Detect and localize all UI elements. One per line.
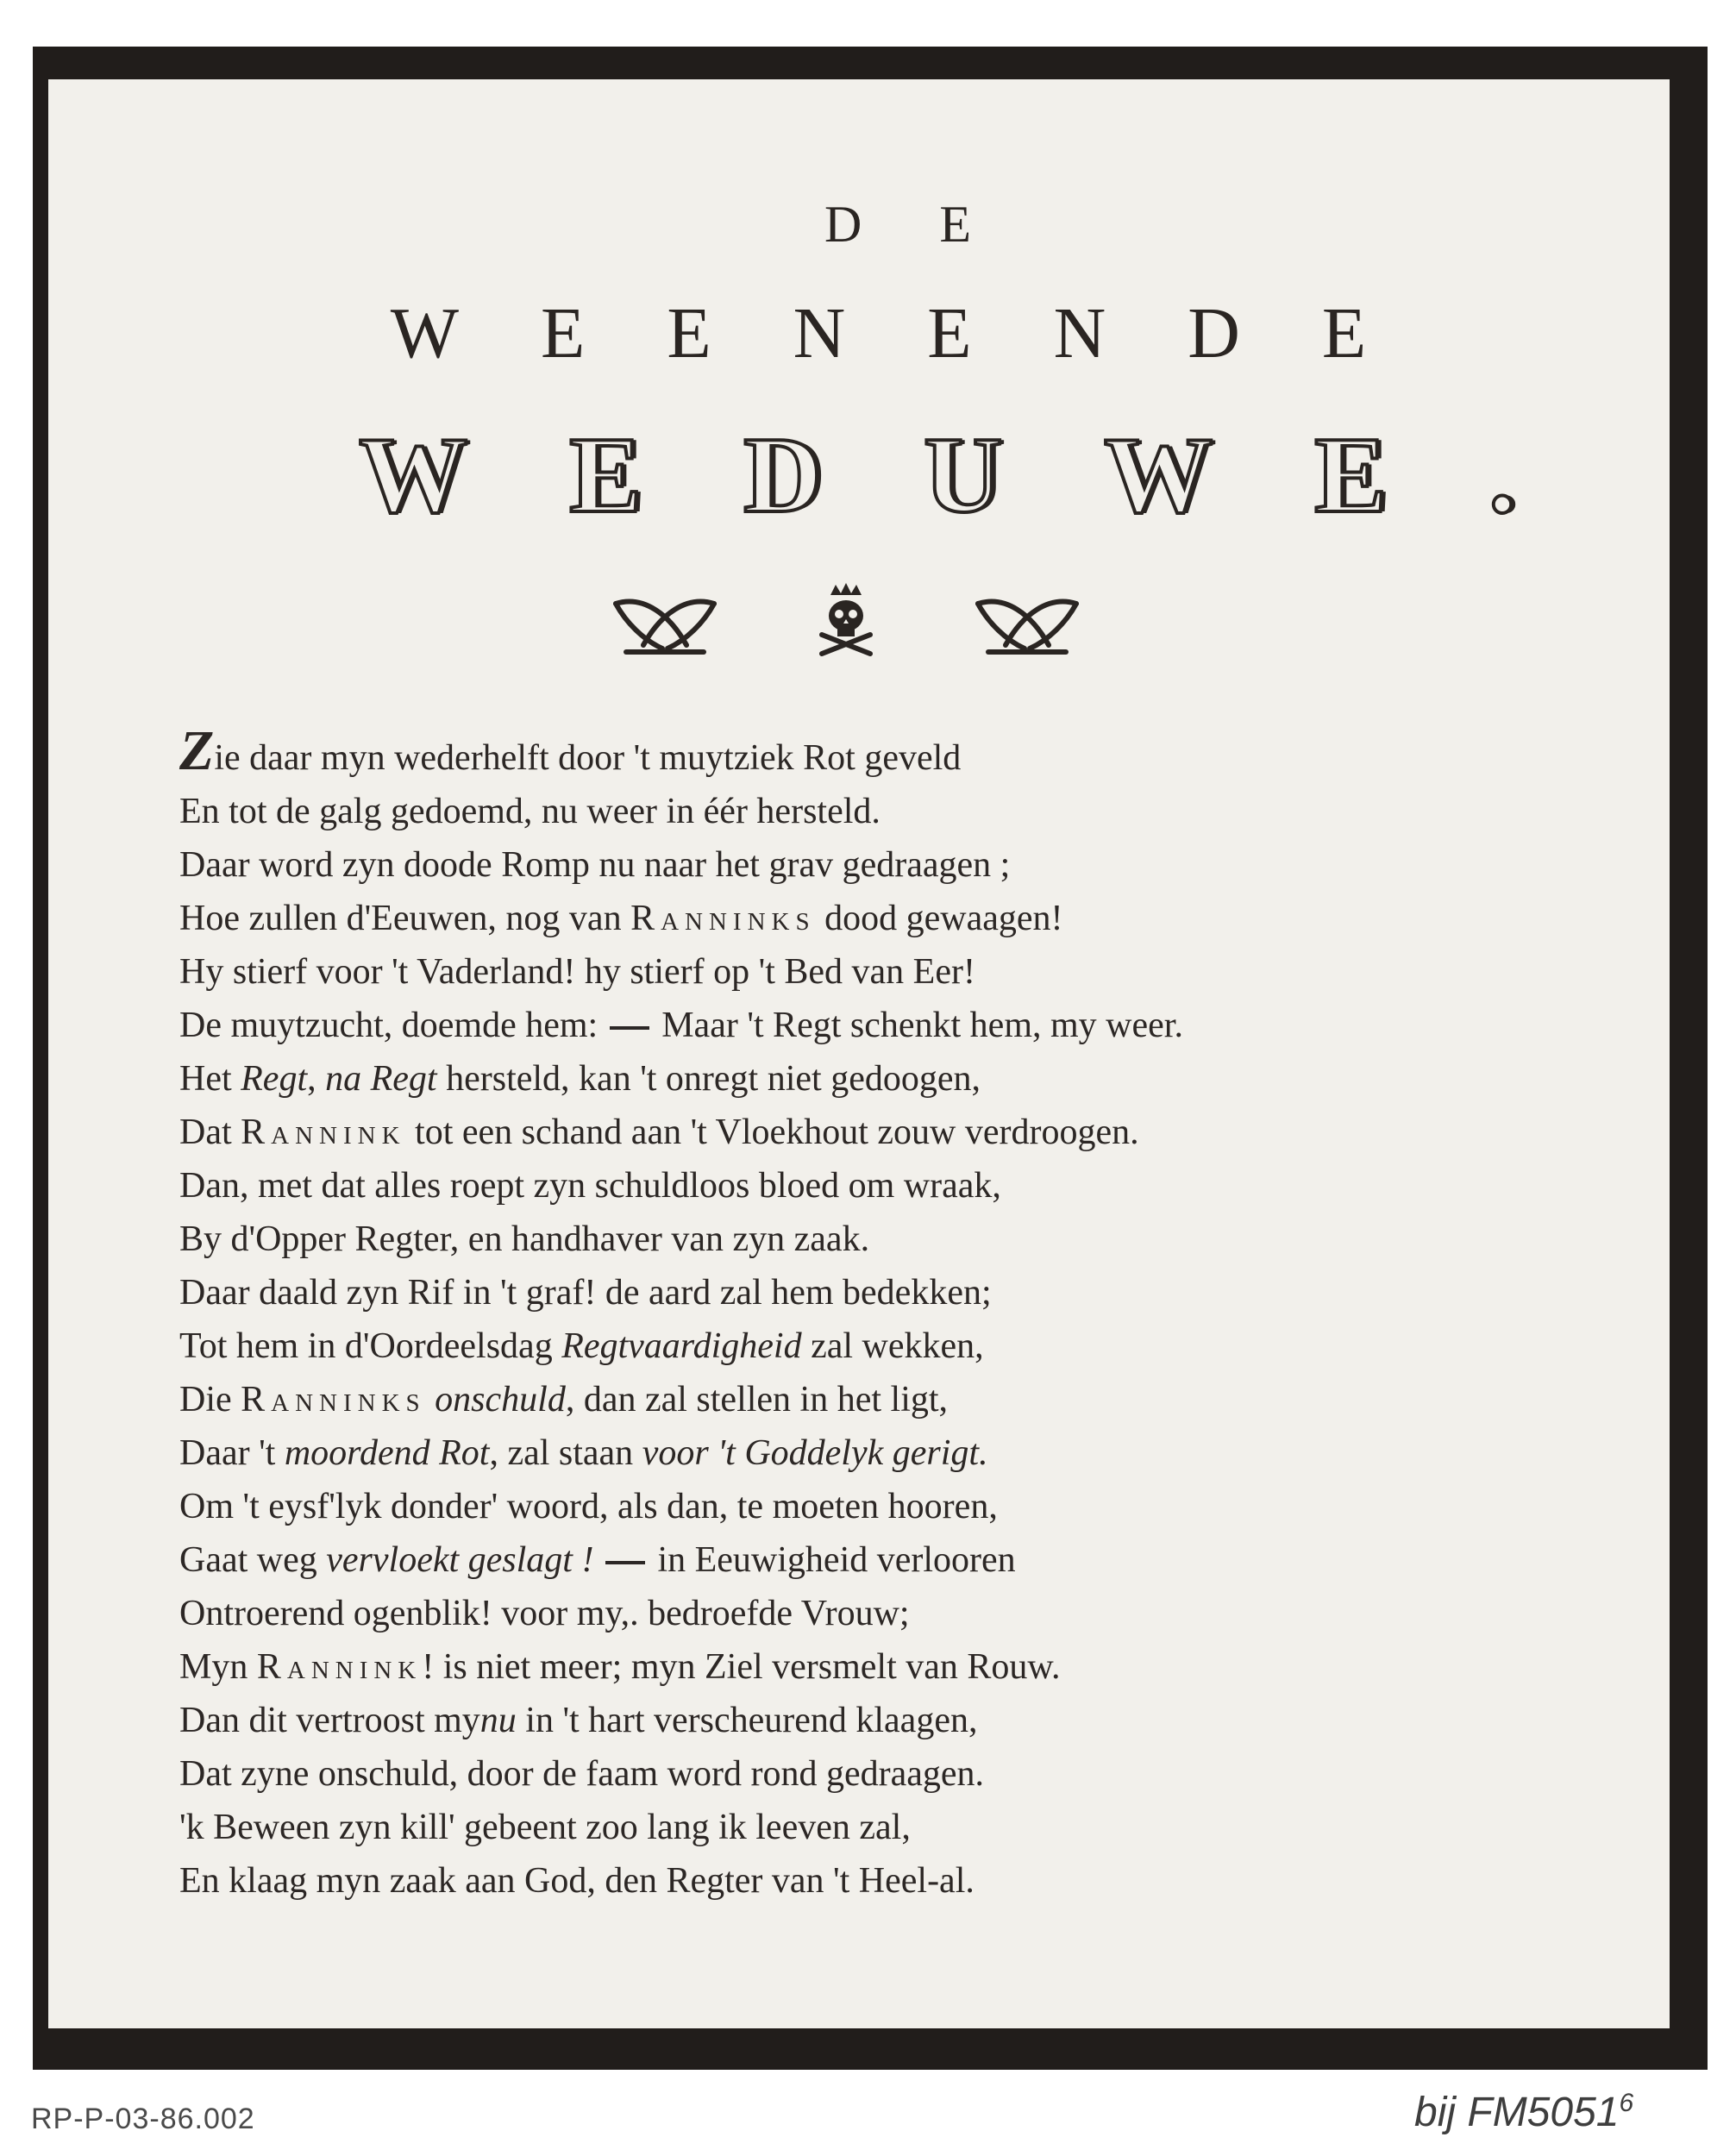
poem xyxy=(179,719,1628,1908)
title-weduwe: WEDUWE. xyxy=(359,416,1618,536)
poem-line-17: Ontroerend ogenblik! voor my,. bedroefde Vrouw; xyxy=(179,1594,910,1633)
poem-line-3: Daar word zyn doode Romp nu naar het grav gedraagen ; xyxy=(179,845,1011,885)
poem-line-20: Dat zyne onschuld, door de faam word rond gedraagen. xyxy=(179,1754,985,1794)
poem-line-7: Het Regt, na Regt hersteld, kan 't onregt niet gedoogen, xyxy=(179,1059,981,1099)
poem-line-9: Dan, met dat alles roept zyn schuldloos bloed om wraak, xyxy=(179,1166,1001,1206)
crossed-scythes-icon xyxy=(609,588,721,657)
dash xyxy=(605,1561,645,1564)
crowned-skull-icon xyxy=(812,581,881,659)
inventory-annotation: bij FM5051$^6$ xyxy=(1414,2089,1634,2135)
poem-line-11: Daar daald zyn Rif in 't graf! de aard zal hem bedekken; xyxy=(179,1273,992,1313)
poem-line-13: Die Ranninks onschuld, dan zal stellen in het ligt, xyxy=(179,1380,949,1420)
poem-line-6: De muytzucht, doemde hem: Maar 't Regt schenkt hem, my weer. xyxy=(179,1006,1183,1045)
poem-line-4: Hoe zullen d'Eeuwen, nog van Ranninks dood gewaagen! xyxy=(179,899,1063,938)
poem-line-12: Tot hem in d'Oordeelsdag Regtvaardigheid zal wekken, xyxy=(179,1326,984,1366)
poem-line-16: Gaat weg vervloekt geslagt ! in Eeuwigheid verlooren xyxy=(179,1540,1016,1580)
title-weenende: WEENENDE xyxy=(390,293,1449,373)
broadsheet-page xyxy=(48,79,1670,2028)
poem-line-10: By d'Opper Regter, en handhaver van zyn zaak. xyxy=(179,1219,870,1259)
poem-line-15: Om 't eysf'lyk donder' woord, als dan, te moeten hooren, xyxy=(179,1487,998,1526)
crossed-scythes-icon xyxy=(971,588,1083,657)
poem-line-18: Myn Rannink! is niet meer; myn Ziel versmelt van Rouw. xyxy=(179,1647,1061,1687)
ornament-row xyxy=(48,581,1670,676)
poem-line-22: En klaag myn zaak aan God, den Regter van 't Heel-al. xyxy=(179,1861,975,1901)
inventory-number: RP-P-03-86.002 xyxy=(31,2103,255,2135)
poem-line-19: Dan dit vertroost mynu in 't hart verscheurend klaagen, xyxy=(179,1701,978,1740)
drop-initial: Z xyxy=(179,719,215,782)
dash xyxy=(610,1026,649,1030)
poem-line-8: Dat Rannink tot een schand aan 't Vloekhout zouw verdroogen. xyxy=(179,1112,1139,1152)
poem-line-14: Daar 't moordend Rot, zal staan voor 't Goddelyk gerigt. xyxy=(179,1433,988,1473)
poem-line-21: 'k Beween zyn kill' gebeent zoo lang ik leeven zal, xyxy=(179,1808,911,1847)
poem-line-2: En tot de galg gedoemd, nu weer in éér hersteld. xyxy=(179,792,881,831)
title-de: DE xyxy=(824,196,1049,253)
poem-line-1: Zie daar myn wederhelft door 't muytziek Rot geveld xyxy=(179,719,962,782)
poem-line-5: Hy stierf voor 't Vaderland! hy stierf op 't Bed van Eer! xyxy=(179,952,975,992)
